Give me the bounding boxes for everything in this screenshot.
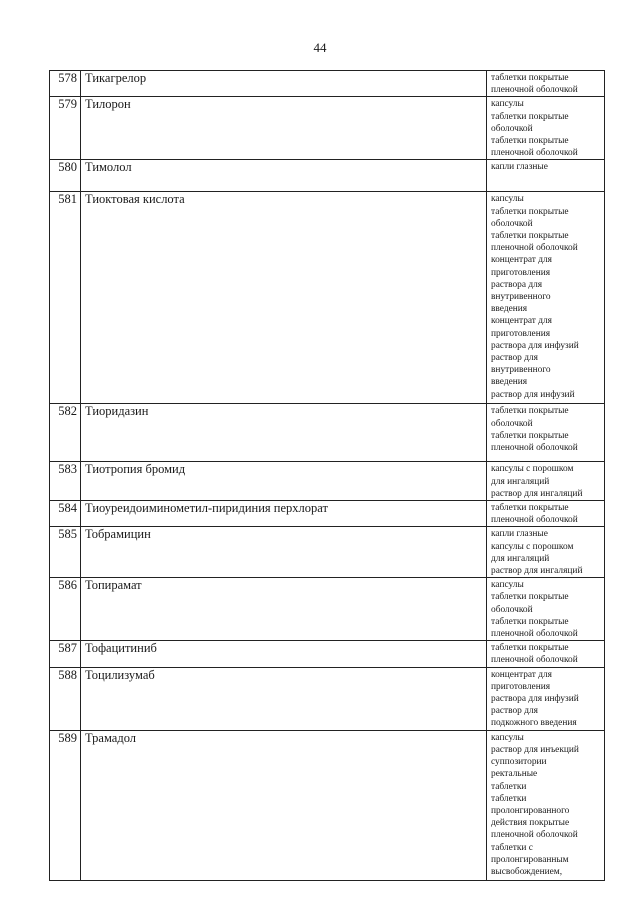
dosage-forms	[487, 501, 605, 527]
row-number: 579	[50, 97, 81, 160]
table-row	[50, 97, 605, 160]
dosage-form-line: для ингаляций	[491, 476, 550, 487]
dosage-form-line: раствор для инфузий	[491, 389, 575, 400]
drug-name: Тимолол	[81, 160, 487, 192]
dosage-form-line: капсулы	[491, 99, 524, 110]
dosage-form-line: раствор для инъекций	[491, 744, 579, 755]
drug-name: Тиоктовая кислота	[81, 192, 487, 404]
dosage-form-line: таблетки покрытые	[491, 616, 569, 627]
dosage-form-line: ректальные	[491, 769, 538, 780]
drug-name: Тикагрелор	[81, 71, 487, 97]
dosage-form-line: внутривенного	[491, 365, 551, 376]
dosage-form-line: подкожного введения	[491, 718, 577, 729]
dosage-form-line: пленочной оболочкой	[491, 443, 578, 454]
table-row	[50, 404, 605, 462]
page-number: 44	[313, 40, 327, 55]
dosage-form-line: пленочной оболочкой	[491, 655, 578, 666]
dosage-form-line: приготовления	[491, 328, 551, 339]
row-number: 581	[50, 192, 81, 404]
table-row	[50, 501, 605, 527]
table-row	[50, 641, 605, 667]
dosage-forms	[487, 462, 605, 501]
drug-name: Тиотропия бромид	[81, 462, 487, 501]
dosage-form-line: таблетки покрытые	[491, 592, 569, 603]
dosage-form-line: оболочкой	[491, 604, 533, 615]
dosage-form-line: таблетки	[491, 793, 527, 804]
dosage-form-line: раствор для ингаляций	[491, 566, 583, 577]
dosage-form-line: концентрат для	[491, 255, 552, 266]
dosage-form-line: пленочной оболочкой	[491, 148, 578, 159]
dosage-form-line: пролонгированного	[491, 805, 570, 816]
dosage-forms	[487, 97, 605, 160]
dosage-form-line: пленочной оболочкой	[491, 629, 578, 640]
dosage-form-line: пленочной оболочкой	[491, 243, 578, 254]
dosage-form-line: таблетки покрытые	[491, 503, 569, 514]
dosage-form-line: суппозитории	[491, 757, 547, 768]
row-number: 586	[50, 578, 81, 641]
dosage-form-line: раствора для инфузий	[491, 694, 579, 705]
dosage-form-line: таблетки покрытые	[491, 136, 569, 147]
dosage-form-line: капсулы с порошком	[491, 464, 574, 475]
dosage-form-line: капсулы	[491, 580, 524, 591]
table-row	[50, 462, 605, 501]
table-row	[50, 192, 605, 404]
dosage-form-line: таблетки покрытые	[491, 430, 569, 441]
table-row	[50, 667, 605, 730]
row-number: 582	[50, 404, 81, 462]
dosage-forms	[487, 641, 605, 667]
dosage-form-line: концентрат для	[491, 669, 552, 680]
dosage-form-line: раствора для инфузий	[491, 340, 579, 351]
dosage-form-line: таблетки с	[491, 842, 533, 853]
table-body	[50, 71, 605, 881]
drug-name: Трамадол	[81, 730, 487, 880]
dosage-forms	[487, 71, 605, 97]
dosage-form-line: приготовления	[491, 267, 551, 278]
dosage-form-line: приготовления	[491, 681, 551, 692]
row-number: 587	[50, 641, 81, 667]
row-number: 583	[50, 462, 81, 501]
drug-name: Тоцилизумаб	[81, 667, 487, 730]
dosage-form-line: введения	[491, 377, 528, 388]
row-number: 585	[50, 527, 81, 578]
dosage-form-line: оболочкой	[491, 123, 533, 134]
dosage-forms	[487, 730, 605, 880]
dosage-form-line: капсулы	[491, 732, 524, 743]
dosage-forms	[487, 160, 605, 192]
dosage-form-line: таблетки покрытые	[491, 231, 569, 242]
table-row	[50, 527, 605, 578]
dosage-form-line: пленочной оболочкой	[491, 830, 578, 841]
dosage-form-line: внутривенного	[491, 292, 551, 303]
dosage-form-line: таблетки покрытые	[491, 73, 569, 83]
row-number: 589	[50, 730, 81, 880]
row-number: 588	[50, 667, 81, 730]
drug-list-table	[49, 70, 605, 881]
row-number: 578	[50, 71, 81, 97]
dosage-form-line: раствор для ингаляций	[491, 488, 583, 499]
dosage-form-line: высвобождением,	[491, 866, 563, 877]
table-row	[50, 730, 605, 880]
table-row	[50, 160, 605, 192]
dosage-forms	[487, 404, 605, 462]
dosage-form-line: для ингаляций	[491, 553, 550, 564]
dosage-form-line: концентрат для	[491, 316, 552, 327]
dosage-form-line: раствор для	[491, 353, 538, 364]
dosage-forms	[487, 578, 605, 641]
dosage-form-line: раствор для	[491, 706, 538, 717]
drug-name: Тофацитиниб	[81, 641, 487, 667]
dosage-forms	[487, 667, 605, 730]
dosage-form-line: таблетки покрытые	[491, 406, 569, 417]
dosage-form-line: капли глазные	[491, 529, 548, 540]
dosage-form-line: оболочкой	[491, 218, 533, 229]
dosage-form-line: таблетки	[491, 781, 527, 792]
dosage-form-line: раствора для	[491, 279, 543, 290]
dosage-forms	[487, 527, 605, 578]
drug-name: Топирамат	[81, 578, 487, 641]
dosage-form-line: таблетки покрытые	[491, 111, 569, 122]
table-row	[50, 578, 605, 641]
table-row	[50, 71, 605, 97]
dosage-form-line: таблетки покрытые	[491, 643, 569, 654]
dosage-form-line: капли глазные	[491, 162, 548, 173]
dosage-form-line: действия покрытые	[491, 818, 570, 829]
drug-name: Тобрамицин	[81, 527, 487, 578]
drug-name: Тиоуреидоиминометил-пиридиния перхлорат	[81, 501, 487, 527]
dosage-form-line: таблетки покрытые	[491, 206, 569, 217]
drug-name: Тилорон	[81, 97, 487, 160]
dosage-form-line: пленочной оболочкой	[491, 515, 578, 526]
dosage-form-line: оболочкой	[491, 418, 533, 429]
dosage-form-line: пленочной оболочкой	[491, 85, 578, 96]
dosage-form-line: капсулы с порошком	[491, 541, 574, 552]
dosage-form-line: введения	[491, 304, 528, 315]
dosage-form-line: капсулы	[491, 194, 524, 205]
dosage-forms	[487, 192, 605, 404]
dosage-form-line: пролонгированным	[491, 854, 569, 865]
drug-name: Тиоридазин	[81, 404, 487, 462]
row-number: 584	[50, 501, 81, 527]
row-number: 580	[50, 160, 81, 192]
